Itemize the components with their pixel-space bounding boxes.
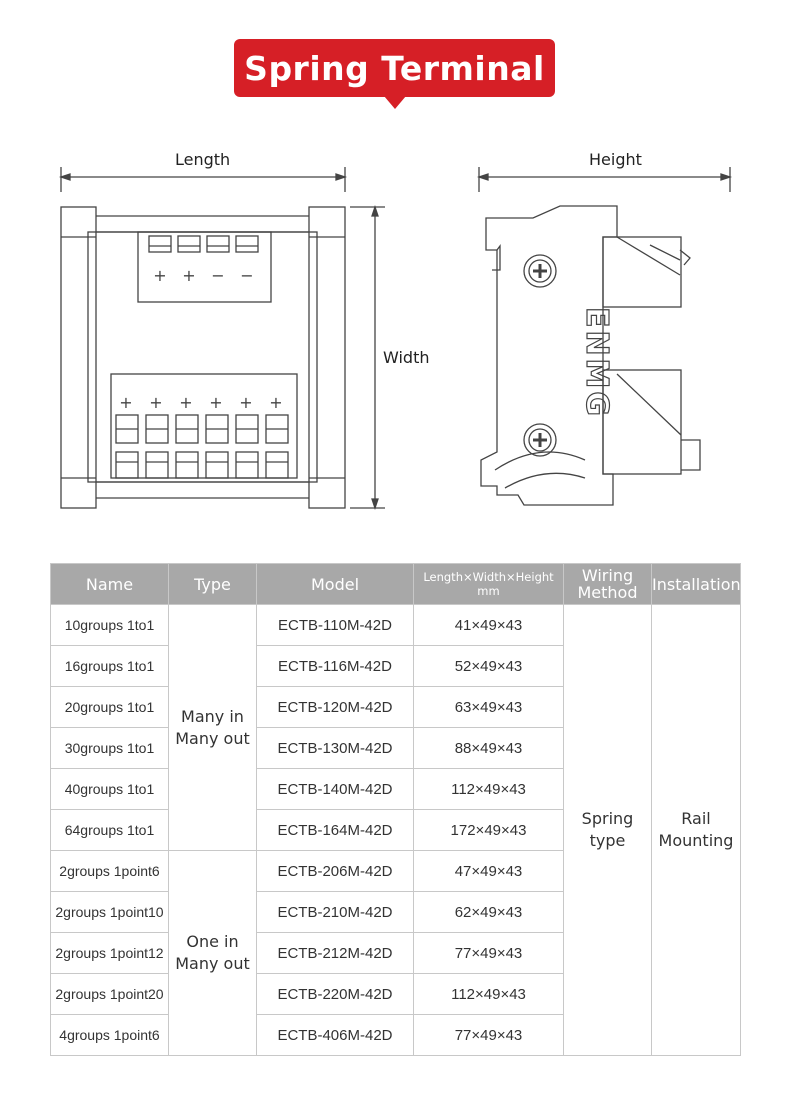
type-one-in-many-out-line1: One in	[186, 932, 239, 951]
model-number: ECTB-116M-42D	[257, 646, 414, 687]
header-installation: Installation	[652, 564, 741, 605]
bottom-terminal-slots	[116, 393, 288, 478]
table-body	[51, 605, 741, 1056]
product-name: 2groups 1point6	[51, 851, 169, 892]
polarity-mark: −	[211, 266, 225, 285]
type-many-in-many-out	[169, 605, 257, 851]
dimensions: 172×49×43	[414, 810, 564, 851]
width-dimension-line	[350, 207, 385, 508]
header-wiring-method	[564, 564, 652, 605]
model-number: ECTB-220M-42D	[257, 974, 414, 1015]
type-many-in-many-out-line2: Many out	[175, 728, 250, 748]
header-wiring-line2: Method	[577, 583, 638, 602]
top-view	[61, 207, 345, 508]
dimensions: 77×49×43	[414, 933, 564, 974]
polarity-mark: +	[153, 266, 167, 285]
product-name: 40groups 1to1	[51, 769, 169, 810]
wiring-method	[564, 605, 652, 1056]
product-name: 2groups 1point20	[51, 974, 169, 1015]
terminal-slot	[178, 236, 200, 252]
product-name: 2groups 1point10	[51, 892, 169, 933]
top-terminal-slots	[149, 236, 258, 285]
header-dimensions-unit: mm	[477, 584, 500, 598]
header-dimensions	[414, 564, 564, 605]
product-name: 4groups 1point6	[51, 1015, 169, 1056]
height-dimension-line	[479, 167, 730, 192]
dimensions: 63×49×43	[414, 687, 564, 728]
model-number: ECTB-120M-42D	[257, 687, 414, 728]
model-number: ECTB-210M-42D	[257, 892, 414, 933]
header-type: Type	[169, 564, 257, 605]
length-label: Length	[175, 150, 231, 169]
polarity-mark: +	[182, 266, 196, 285]
length-dimension-line	[61, 167, 345, 192]
polarity-mark: +	[239, 393, 253, 412]
dimensions: 77×49×43	[414, 1015, 564, 1056]
product-name: 64groups 1to1	[51, 810, 169, 851]
polarity-mark: +	[119, 393, 133, 412]
model-number: ECTB-164M-42D	[257, 810, 414, 851]
polarity-mark: +	[179, 393, 193, 412]
product-name: 20groups 1to1	[51, 687, 169, 728]
polarity-mark: −	[240, 266, 254, 285]
width-label: Width	[383, 348, 430, 367]
terminal-slot	[176, 452, 198, 478]
model-number: ECTB-206M-42D	[257, 851, 414, 892]
type-many-in-many-out-line1: Many in	[181, 706, 244, 726]
model-number: ECTB-140M-42D	[257, 769, 414, 810]
model-number: ECTB-110M-42D	[257, 605, 414, 646]
installation-line1: Rail	[681, 809, 711, 828]
installation	[652, 605, 741, 1056]
terminal-slot	[236, 236, 258, 252]
table-header-row	[51, 564, 741, 605]
dimensions: 62×49×43	[414, 892, 564, 933]
brand-logo-text: ENMG	[579, 306, 614, 420]
wiring-method-line1: Spring	[581, 809, 634, 828]
model-number: ECTB-130M-42D	[257, 728, 414, 769]
dimensions: 47×49×43	[414, 851, 564, 892]
type-one-in-many-out-line2: Many out	[175, 954, 250, 973]
product-name: 16groups 1to1	[51, 646, 169, 687]
dimensions: 52×49×43	[414, 646, 564, 687]
technical-drawing	[0, 0, 790, 540]
height-label: Height	[589, 150, 642, 169]
terminal-slot	[236, 452, 258, 478]
wiring-method-line2: type	[589, 831, 626, 850]
terminal-slot	[116, 452, 138, 478]
product-name: 10groups 1to1	[51, 605, 169, 646]
terminal-slot	[206, 452, 228, 478]
model-number: ECTB-406M-42D	[257, 1015, 414, 1056]
terminal-slot	[266, 452, 288, 478]
page-title: Spring Terminal	[244, 48, 545, 88]
polarity-mark: +	[209, 393, 223, 412]
terminal-slot	[149, 236, 171, 252]
header-name: Name	[51, 564, 169, 605]
terminal-slot	[146, 452, 168, 478]
terminal-slot	[207, 236, 229, 252]
dimensions: 88×49×43	[414, 728, 564, 769]
dimensions: 112×49×43	[414, 974, 564, 1015]
polarity-mark: +	[269, 393, 283, 412]
type-one-in-many-out	[169, 851, 257, 1056]
header-wiring-line1: Wiring	[581, 566, 634, 585]
dimensions: 112×49×43	[414, 769, 564, 810]
header-dimensions-line1: Length×Width×Height	[423, 570, 554, 584]
installation-line2: Mounting	[658, 831, 734, 850]
polarity-mark: +	[149, 393, 163, 412]
product-name: 30groups 1to1	[51, 728, 169, 769]
model-number: ECTB-212M-42D	[257, 933, 414, 974]
dimensions: 41×49×43	[414, 605, 564, 646]
header-model: Model	[257, 564, 414, 605]
table-row	[51, 605, 741, 646]
spec-table	[50, 563, 741, 1056]
product-name: 2groups 1point12	[51, 933, 169, 974]
